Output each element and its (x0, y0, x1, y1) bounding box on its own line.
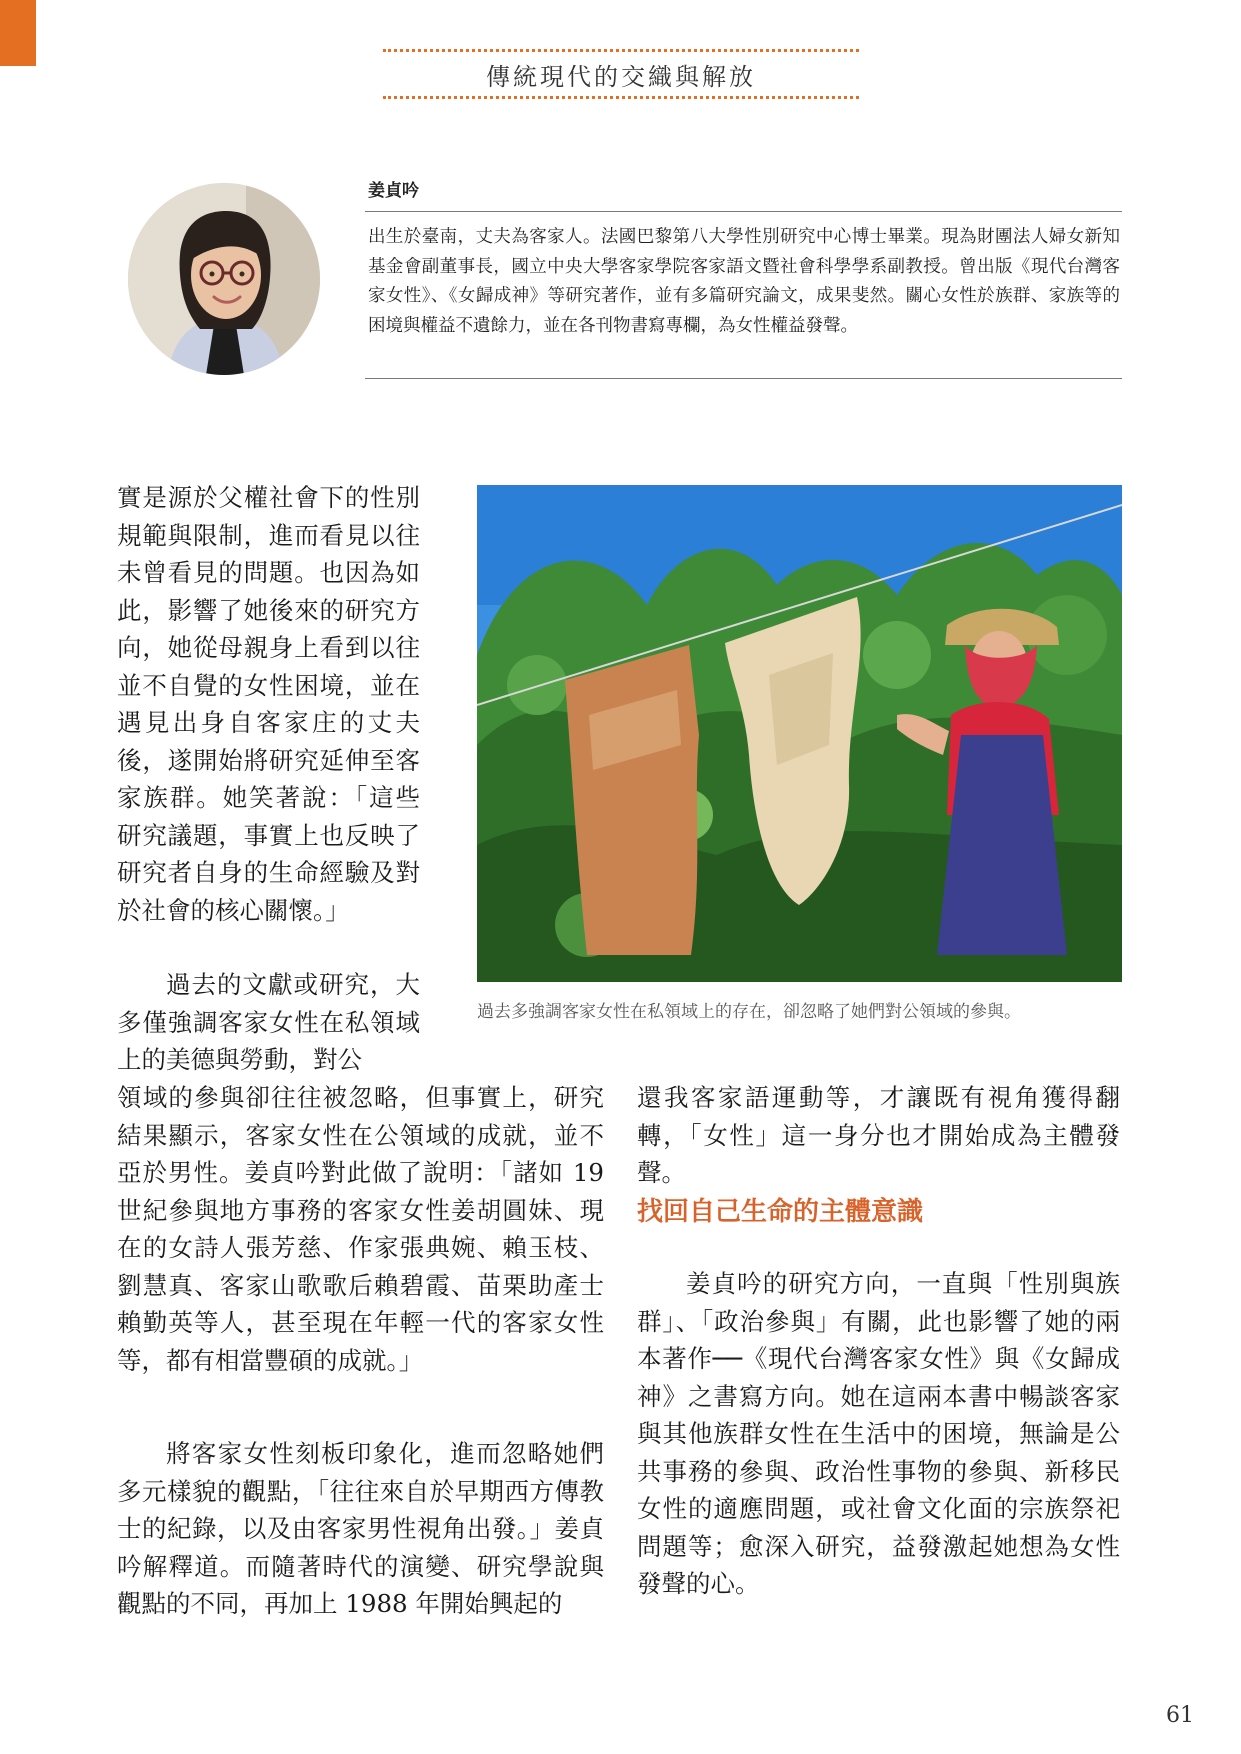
page-number: 61 (1166, 1703, 1194, 1728)
article-paragraph-4: 姜貞吟的研究方向，一直與「性別與族群」、「政治參與」有關，此也影響了她的兩本著作──《現代台灣客家女性》與《女歸成神》之書寫方向。她在這兩本書中暢談客家與其他族群女性在生活中的困境，無論是公共事務的參與、政治性事物的參與、新移民女性的適應問題，或社會文化面的宗族祭祀問題等；愈深入研究，益發激起她想為女性發聲的心。 (637, 1269, 1120, 1598)
running-header (383, 49, 859, 99)
article-paragraph-3-continued: 還我客家語運動等，才讓既有視角獲得翻轉，「女性」這一身分也才開始成為主體發聲。 (637, 1083, 1120, 1187)
article-paragraph-2-start: 過去的文獻或研究，大多僅強調客家女性在私領域上的美德與勞動，對公 (117, 970, 420, 1074)
article-paragraph-1: 實是源於父權社會下的性別規範與限制，進而看見以往未曾看見的問題。也因為如此，影響了她後來的研究方向，她從母親身上看到以往並不自覺的女性困境，並在遇見出身自客家庄的丈夫後，遂開始將研究延伸至客家族群。她笑著說：「這些研究議題，事實上也反映了研究者自身的生命經驗及對於社會的核心關懷。」 (117, 483, 420, 925)
running-header-title: 傳統現代的交織與解放 (486, 62, 756, 91)
author-bio: 出生於臺南，丈夫為客家人。法國巴黎第八大學性別研究中心博士畢業。現為財團法人婦女新知基金會副董事長，國立中央大學客家學院客家語文暨社會科學學系副教授。曾出版《現代台灣客家女性》、《女歸成神》等研究著作，並有多篇研究論文，成果斐然。關心女性於族群、家族等的困境與權益不遺餘力，並在各刊物書寫專欄，為女性權益發聲。 (368, 227, 1120, 336)
article-photo (477, 485, 1122, 982)
article-paragraph-3: 將客家女性刻板印象化，進而忽略她們多元樣貌的觀點，「往往來自於早期西方傳教士的紀錄，以及由客家男性視角出發。」姜貞吟解釋道。而隨著時代的演變、研究學說與觀點的不同，再加上 1988 年開始興起的 (117, 1439, 604, 1618)
section-heading: 找回自己生命的主體意識 (637, 1197, 924, 1227)
bio-divider-top (365, 211, 1122, 212)
photo-illustration-laundry (477, 485, 1122, 982)
author-portrait-illustration (128, 183, 320, 375)
photo-caption: 過去多強調客家女性在私領域上的存在，卻忽略了她們對公領域的參與。 (477, 1002, 1021, 1022)
bio-divider-bottom (365, 378, 1122, 379)
author-name: 姜貞吟 (368, 181, 419, 201)
article-paragraph-2-rest: 領域的參與卻往往被忽略，但事實上，研究結果顯示，客家女性在公領域的成就，並不亞於男性。姜貞吟對此做了說明：「諸如 19 世紀參與地方事務的客家女性姜胡圓妹、現在的女詩人張芳慈、作家張典婉、賴玉枝、劉慧真、客家山歌歌后賴碧霞、苗栗助產士賴勤英等人，甚至現在年輕一代的客家女性等，都有相當豐碩的成就。」 (117, 1083, 604, 1375)
edge-tab-decoration (0, 0, 36, 66)
author-portrait (128, 183, 320, 375)
